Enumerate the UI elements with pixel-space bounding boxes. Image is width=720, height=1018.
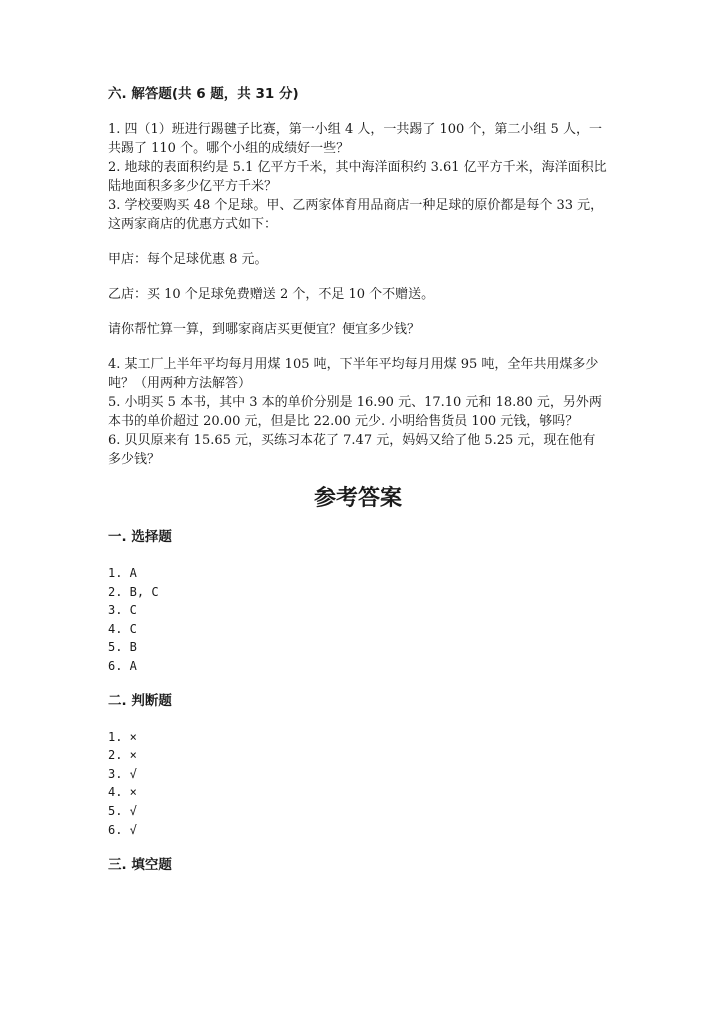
list-item: 2. × xyxy=(108,748,137,763)
judge-section-title: 二. 判断题 xyxy=(108,692,172,709)
list-item: 3. √ xyxy=(108,766,137,781)
list-item: 1. A xyxy=(108,566,137,580)
question-3: 3. 学校要购买 48 个足球。甲、乙两家体育用品商店一种足球的原价都是每个 33 元，这两家商店的优惠方式如下： xyxy=(108,198,604,232)
list-item: 6. A xyxy=(108,658,137,673)
answer-key-title: 参考答案 xyxy=(313,485,402,511)
question-1: 1. 四（1）班进行踢毽子比赛，第一小组 4 人，一共踢了 100 个，第二小组 5 人，一共踢了 110 个。哪个小组的成绩好一些？ xyxy=(108,122,602,156)
list-item: 4. C xyxy=(108,621,137,636)
question-5: 5. 小明买 5 本书，其中 3 本的单价分别是 16.90 元、17.10 元和 18.80 元，另外两本书的单价超过 20.00 元，但是比 22.00 元少. 小明给售货员 100 元钱，够吗？ xyxy=(108,395,602,429)
judge-answer-list xyxy=(108,728,608,840)
question-2: 2. 地球的表面积约是 5.1 亿平方千米，其中海洋面积约 3.61 亿平方千米，海洋面积比陆地面积多多少亿平方千米？ xyxy=(108,160,607,194)
fill-section-title: 三. 填空题 xyxy=(108,857,172,874)
question-6: 6. 贝贝原来有 15.65 元，买练习本花了 7.47 元，妈妈又给了他 5.25 元，现在他有多少钱？ xyxy=(108,433,596,467)
question-4: 4. 某工厂上半年平均每月用煤 105 吨，下半年平均每月用煤 95 吨，全年共用煤多少吨？（用两种方法解答） xyxy=(108,357,599,391)
list-item: 5. B xyxy=(108,640,137,655)
worksheet-page xyxy=(108,84,608,875)
question-3-shop-a: 甲店：每个足球优惠 8 元。 xyxy=(108,252,268,267)
section-six-title: 六. 解答题(共 6 题，共 31 分) xyxy=(108,86,299,102)
choice-section-title: 一. 选择题 xyxy=(108,529,172,545)
list-item: 2. B, C xyxy=(108,584,159,599)
list-item: 5. √ xyxy=(108,803,137,818)
list-item: 3. C xyxy=(108,603,137,618)
list-item: 1. × xyxy=(108,729,137,744)
choice-answer-list xyxy=(108,564,608,676)
question-3-shop-b: 乙店：买 10 个足球免费赠送 2 个，不足 10 个不赠送。 xyxy=(108,287,435,302)
list-item: 6. √ xyxy=(108,822,137,837)
question-3-ask: 请你帮忙算一算，到哪家商店买更便宜？便宜多少钱？ xyxy=(108,322,421,337)
list-item: 4. × xyxy=(108,785,137,800)
